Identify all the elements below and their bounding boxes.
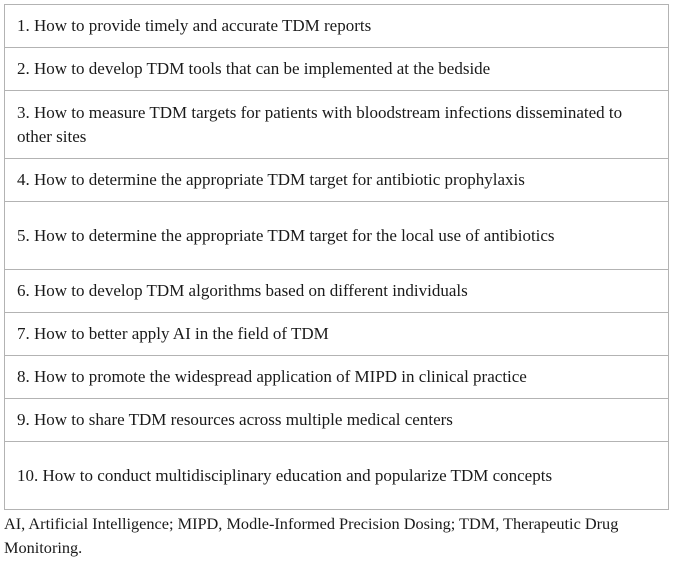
table-row bbox=[5, 442, 669, 510]
table-cell: 9. How to share TDM resources across multiple medical centers bbox=[5, 399, 669, 442]
table-cell: 7. How to better apply AI in the field of TDM bbox=[5, 313, 669, 356]
table-cell: 10. How to conduct multidisciplinary education and popularize TDM concepts bbox=[5, 442, 669, 510]
table-cell: 6. How to develop TDM algorithms based on different individuals bbox=[5, 270, 669, 313]
table-cell: 4. How to determine the appropriate TDM target for antibiotic prophylaxis bbox=[5, 159, 669, 202]
table-row bbox=[5, 356, 669, 399]
table-cell: 2. How to develop TDM tools that can be implemented at the bedside bbox=[5, 48, 669, 91]
table-cell: 3. How to measure TDM targets for patients with bloodstream infections disseminated to other sites bbox=[5, 91, 669, 159]
table-cell: 8. How to promote the widespread application of MIPD in clinical practice bbox=[5, 356, 669, 399]
table-row bbox=[5, 48, 669, 91]
table-row bbox=[5, 159, 669, 202]
table-row bbox=[5, 5, 669, 48]
table-row bbox=[5, 91, 669, 159]
table-cell: 5. How to determine the appropriate TDM target for the local use of antibiotics bbox=[5, 202, 669, 270]
table-footnote: AI, Artificial Intelligence; MIPD, Modle-Informed Precision Dosing; TDM, Therapeutic Drug Monitoring. bbox=[4, 514, 619, 557]
table-row bbox=[5, 399, 669, 442]
table-row bbox=[5, 202, 669, 270]
table-row bbox=[5, 270, 669, 313]
research-questions-table bbox=[4, 4, 669, 510]
table-cell: 1. How to provide timely and accurate TDM reports bbox=[5, 5, 669, 48]
table-row bbox=[5, 313, 669, 356]
